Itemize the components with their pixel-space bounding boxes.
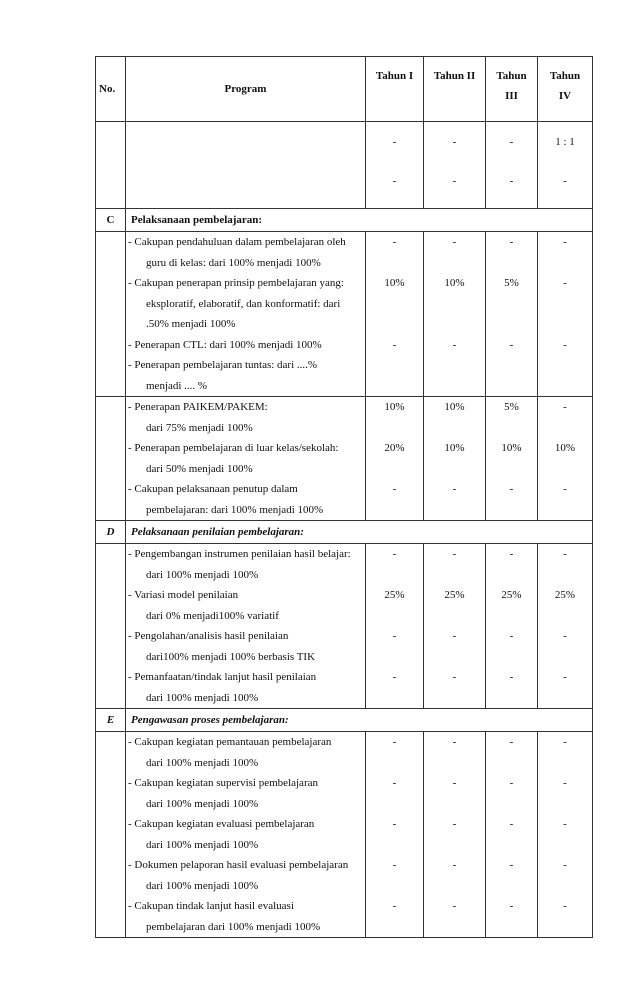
program-line: - Cakupan tindak lanjut hasil evaluasi bbox=[128, 900, 294, 912]
section-item-row bbox=[96, 397, 593, 521]
value-cell: - bbox=[392, 483, 397, 495]
section-code: E bbox=[96, 709, 126, 732]
header-year-2-line: Tahun II bbox=[433, 70, 476, 82]
value-spacer bbox=[424, 688, 485, 709]
value-cell: - bbox=[509, 175, 514, 187]
header-row bbox=[96, 57, 593, 122]
value-spacer bbox=[486, 314, 537, 335]
value-spacer bbox=[424, 606, 485, 627]
header-year-3-line2: III bbox=[505, 90, 518, 102]
value-cell: - bbox=[563, 859, 567, 871]
program-table bbox=[95, 56, 593, 938]
value-cell: - bbox=[509, 236, 514, 248]
value-spacer bbox=[538, 794, 592, 815]
value-spacer bbox=[424, 753, 485, 774]
value-spacer bbox=[424, 500, 485, 521]
value-cell: - bbox=[563, 277, 567, 289]
value-spacer bbox=[538, 647, 592, 668]
year-2-values bbox=[424, 544, 486, 709]
year-1-values bbox=[366, 544, 424, 709]
value-cell: 25% bbox=[501, 589, 522, 601]
value-spacer bbox=[366, 459, 423, 480]
value-cell: - bbox=[392, 175, 397, 187]
value-spacer bbox=[424, 459, 485, 480]
item-code bbox=[96, 232, 126, 397]
program-line: dari 100% menjadi 100% bbox=[146, 568, 259, 581]
value-cell: 25% bbox=[384, 589, 405, 601]
program-line: - Cakupan kegiatan supervisi pembelajaran bbox=[128, 777, 318, 789]
value-spacer bbox=[538, 835, 592, 856]
value-cell: 1 : 1 bbox=[555, 136, 575, 148]
value-cell: - bbox=[452, 236, 457, 248]
value-spacer bbox=[486, 253, 537, 274]
value-spacer bbox=[486, 688, 537, 709]
program-line: - Penerapan PAIKEM/PAKEM: bbox=[128, 401, 268, 413]
header-program: Program bbox=[126, 57, 366, 122]
section-header-row bbox=[96, 521, 593, 544]
value-cell: 10% bbox=[444, 442, 465, 454]
program-line: dari 100% menjadi 100% bbox=[146, 797, 259, 810]
value-cell: - bbox=[452, 818, 457, 830]
value-spacer bbox=[366, 794, 423, 815]
value-spacer bbox=[366, 376, 423, 397]
section-item-row bbox=[96, 232, 593, 397]
value-cell: - bbox=[452, 175, 457, 187]
value-cell: - bbox=[563, 548, 567, 560]
year-2-values bbox=[424, 232, 486, 397]
value-spacer bbox=[486, 876, 537, 897]
value-cell: - bbox=[563, 818, 567, 830]
value-cell: - bbox=[509, 548, 514, 560]
program-line: - Cakupan pendahuluan dalam pembelajaran oleh bbox=[128, 236, 346, 248]
value-cell: - bbox=[509, 818, 514, 830]
value-cell: - bbox=[563, 900, 567, 912]
value-cell: - bbox=[509, 736, 514, 748]
program-line: dari 100% menjadi 100% bbox=[146, 691, 259, 704]
header-year-3 bbox=[486, 57, 538, 122]
top-block-year-2 bbox=[424, 122, 486, 209]
section-title: Pengawasan proses pembelajaran: bbox=[126, 709, 593, 732]
program-line: eksploratif, elaboratif, dan konformatif: dari bbox=[146, 297, 341, 310]
program-line: - Pengembangan instrumen penilaian hasil belajar: bbox=[128, 548, 351, 560]
value-spacer bbox=[486, 418, 537, 439]
value-cell: - bbox=[509, 859, 514, 871]
year-3-values bbox=[486, 232, 538, 397]
value-cell: - bbox=[509, 136, 514, 148]
header-year-4 bbox=[538, 57, 593, 122]
value-spacer bbox=[538, 459, 592, 480]
header-year-3-line1: Tahun bbox=[496, 70, 527, 82]
program-line: pembelajaran: dari 100% menjadi 100% bbox=[146, 503, 324, 516]
program-line: - Variasi model penilaian bbox=[128, 589, 239, 601]
value-spacer bbox=[366, 253, 423, 274]
value-spacer bbox=[424, 418, 485, 439]
value-spacer bbox=[538, 688, 592, 709]
value-spacer bbox=[486, 753, 537, 774]
program-line: dari 100% menjadi 100% bbox=[146, 879, 259, 892]
section-header-row bbox=[96, 209, 593, 232]
value-spacer bbox=[538, 376, 592, 397]
section-title: Pelaksanaan pembelajaran: bbox=[126, 209, 593, 232]
top-block-code bbox=[96, 122, 126, 209]
year-3-values bbox=[486, 544, 538, 709]
value-cell: - bbox=[452, 736, 457, 748]
value-cell: 10% bbox=[384, 401, 405, 413]
year-1-values bbox=[366, 397, 424, 521]
program-line: dari 50% menjadi 100% bbox=[146, 462, 253, 475]
program-line: pembelajaran dari 100% menjadi 100% bbox=[146, 920, 321, 933]
value-cell: - bbox=[452, 671, 457, 683]
header-year-4-line2: IV bbox=[558, 90, 572, 102]
year-3-values bbox=[486, 732, 538, 938]
year-2-values bbox=[424, 397, 486, 521]
value-cell: - bbox=[392, 630, 397, 642]
top-block-year-4 bbox=[538, 122, 593, 209]
value-spacer bbox=[424, 876, 485, 897]
value-cell: - bbox=[392, 338, 397, 351]
item-code bbox=[96, 544, 126, 709]
value-cell: 10% bbox=[501, 442, 522, 454]
value-spacer bbox=[424, 917, 485, 938]
value-cell: 10% bbox=[554, 442, 576, 454]
section-item-row bbox=[96, 732, 593, 938]
program-line: - Pemanfaatan/tindak lanjut hasil penilaian bbox=[128, 671, 317, 683]
year-1-values bbox=[366, 232, 424, 397]
value-spacer bbox=[538, 876, 592, 897]
year-4-values bbox=[538, 397, 593, 521]
value-cell: - bbox=[563, 736, 567, 748]
item-code bbox=[96, 397, 126, 521]
value-spacer bbox=[424, 835, 485, 856]
program-line: menjadi .... % bbox=[146, 379, 208, 392]
value-cell: - bbox=[509, 900, 514, 912]
value-spacer bbox=[538, 753, 592, 774]
value-spacer bbox=[424, 355, 485, 376]
value-cell: - bbox=[509, 630, 514, 642]
value-cell: - bbox=[452, 777, 457, 789]
program-line: dari 100% menjadi 100% bbox=[146, 838, 259, 851]
header-year-1-line: Tahun I bbox=[375, 70, 414, 82]
section-item-row bbox=[96, 544, 593, 709]
value-spacer bbox=[424, 314, 485, 335]
value-spacer bbox=[366, 753, 423, 774]
item-program bbox=[126, 732, 366, 938]
value-spacer bbox=[366, 835, 423, 856]
value-spacer bbox=[486, 835, 537, 856]
value-cell: - bbox=[563, 630, 567, 642]
value-spacer bbox=[538, 917, 592, 938]
value-spacer bbox=[538, 418, 592, 439]
value-spacer bbox=[424, 647, 485, 668]
value-spacer bbox=[538, 355, 592, 376]
value-cell: 25% bbox=[444, 589, 465, 601]
value-cell: - bbox=[452, 630, 457, 642]
value-spacer bbox=[486, 794, 537, 815]
value-spacer bbox=[366, 876, 423, 897]
program-line: dari 0% menjadi100% variatif bbox=[146, 609, 279, 622]
year-3-values bbox=[486, 397, 538, 521]
program-line: - Cakupan kegiatan evaluasi pembelajaran bbox=[128, 818, 315, 830]
value-cell: - bbox=[452, 548, 457, 560]
value-spacer bbox=[366, 647, 423, 668]
year-4-values bbox=[538, 544, 593, 709]
value-cell: - bbox=[392, 136, 397, 148]
value-cell: - bbox=[563, 483, 567, 495]
value-spacer bbox=[486, 606, 537, 627]
value-spacer bbox=[366, 314, 423, 335]
value-cell: 25% bbox=[554, 589, 576, 601]
value-cell: - bbox=[509, 777, 514, 789]
value-cell: - bbox=[392, 818, 397, 830]
value-cell: - bbox=[563, 175, 567, 187]
value-cell: - bbox=[563, 338, 567, 351]
program-line: - Penerapan pembelajaran tuntas: dari ....% bbox=[128, 359, 318, 371]
value-spacer bbox=[424, 376, 485, 397]
value-cell: - bbox=[392, 900, 397, 912]
value-spacer bbox=[538, 565, 592, 586]
value-cell: - bbox=[452, 859, 457, 871]
program-line: - Dokumen pelaporan hasil evaluasi pembelajaran bbox=[128, 859, 349, 871]
program-line: - Penerapan pembelajaran di luar kelas/sekolah: bbox=[128, 442, 339, 454]
value-cell: - bbox=[392, 236, 397, 248]
item-program bbox=[126, 397, 366, 521]
value-cell: 20% bbox=[384, 442, 405, 454]
value-cell: - bbox=[452, 483, 457, 495]
value-cell: - bbox=[392, 859, 397, 871]
value-spacer bbox=[486, 565, 537, 586]
program-line: dari 100% menjadi 100% bbox=[146, 756, 259, 769]
year-4-values bbox=[538, 732, 593, 938]
value-cell: - bbox=[563, 671, 567, 683]
value-spacer bbox=[366, 294, 423, 315]
value-cell: - bbox=[452, 136, 457, 148]
value-spacer bbox=[486, 355, 537, 376]
year-4-values bbox=[538, 232, 593, 397]
top-block-year-1 bbox=[366, 122, 424, 209]
value-spacer bbox=[424, 294, 485, 315]
value-spacer bbox=[538, 253, 592, 274]
year-2-values bbox=[424, 732, 486, 938]
value-spacer bbox=[366, 355, 423, 376]
top-block-year-3 bbox=[486, 122, 538, 209]
value-spacer bbox=[486, 500, 537, 521]
value-spacer bbox=[424, 565, 485, 586]
item-program bbox=[126, 232, 366, 397]
value-cell: - bbox=[452, 900, 457, 912]
value-spacer bbox=[366, 500, 423, 521]
value-spacer bbox=[366, 688, 423, 709]
program-line: guru di kelas: dari 100% menjadi 100% bbox=[146, 256, 321, 269]
section-code: C bbox=[96, 209, 126, 232]
top-block-program bbox=[126, 122, 366, 209]
header-year-4-line1: Tahun bbox=[549, 70, 581, 82]
program-line: - Penerapan CTL: dari 100% menjadi 100% bbox=[128, 338, 322, 351]
value-cell: - bbox=[392, 777, 397, 789]
value-cell: - bbox=[392, 548, 397, 560]
value-cell: 5% bbox=[504, 401, 519, 413]
value-spacer bbox=[538, 314, 592, 335]
value-cell: - bbox=[392, 736, 397, 748]
program-line: - Cakupan kegiatan pemantauan pembelajaran bbox=[128, 736, 332, 748]
value-spacer bbox=[366, 565, 423, 586]
header-year-1 bbox=[366, 57, 424, 122]
value-cell: 5% bbox=[504, 277, 519, 289]
section-header-row bbox=[96, 709, 593, 732]
value-cell: 10% bbox=[444, 277, 465, 289]
value-spacer bbox=[538, 606, 592, 627]
program-line: - Cakupan pelaksanaan penutup dalam bbox=[128, 483, 298, 495]
value-cell: - bbox=[452, 338, 457, 351]
value-cell: - bbox=[563, 236, 567, 248]
item-program bbox=[126, 544, 366, 709]
program-line: - Cakupan penerapan prinsip pembelajaran yang: bbox=[128, 277, 344, 289]
value-spacer bbox=[486, 459, 537, 480]
value-spacer bbox=[424, 253, 485, 274]
item-code bbox=[96, 732, 126, 938]
value-spacer bbox=[424, 794, 485, 815]
value-spacer bbox=[486, 917, 537, 938]
value-cell: - bbox=[509, 671, 514, 683]
program-line: dari 75% menjadi 100% bbox=[146, 421, 253, 434]
header-no: No. bbox=[96, 57, 126, 122]
value-cell: 10% bbox=[384, 277, 405, 289]
program-line: dari100% menjadi 100% berbasis TIK bbox=[146, 650, 316, 663]
value-spacer bbox=[486, 376, 537, 397]
value-cell: - bbox=[392, 671, 397, 683]
value-spacer bbox=[486, 294, 537, 315]
section-code: D bbox=[96, 521, 126, 544]
value-spacer bbox=[366, 917, 423, 938]
value-cell: - bbox=[563, 401, 567, 413]
section-title: Pelaksanaan penilaian pembelajaran: bbox=[126, 521, 593, 544]
value-cell: - bbox=[509, 483, 514, 495]
value-spacer bbox=[538, 294, 592, 315]
value-spacer bbox=[538, 500, 592, 521]
program-line: .50% menjadi 100% bbox=[146, 318, 236, 330]
table-body bbox=[96, 122, 593, 938]
value-cell: - bbox=[509, 338, 514, 351]
program-line: - Pengolahan/analisis hasil penilaian bbox=[128, 630, 289, 642]
year-1-values bbox=[366, 732, 424, 938]
value-spacer bbox=[486, 647, 537, 668]
value-spacer bbox=[366, 606, 423, 627]
top-block-row bbox=[96, 122, 593, 209]
value-cell: 10% bbox=[444, 401, 465, 413]
header-year-2 bbox=[424, 57, 486, 122]
value-cell: - bbox=[563, 777, 567, 789]
value-spacer bbox=[366, 418, 423, 439]
